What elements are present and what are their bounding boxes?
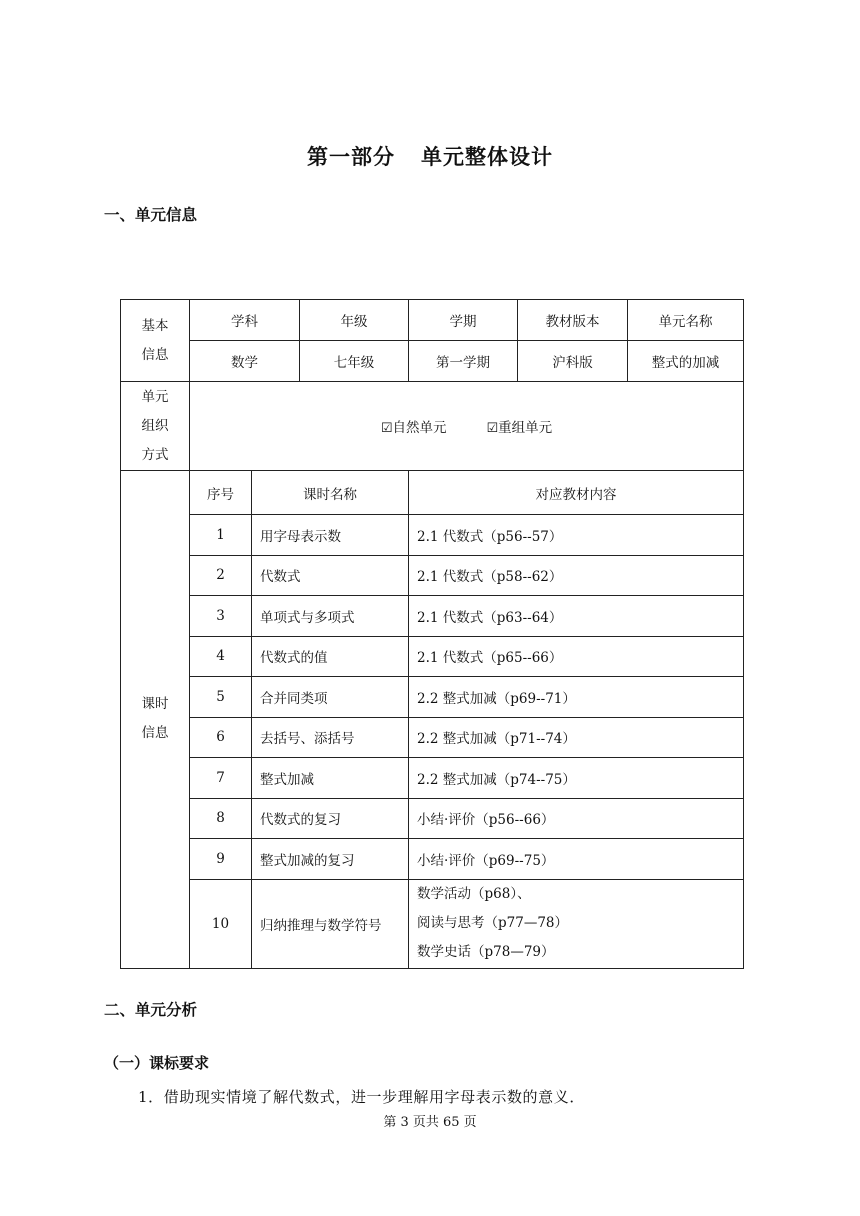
lesson-content-multiline: 数学活动（p68）、 阅读与思考（p77—78） 数学史话（p78—79） — [409, 879, 744, 968]
lesson-header-row — [121, 471, 744, 515]
header-grade: 年级 — [300, 300, 409, 341]
value-semester: 第一学期 — [409, 341, 518, 382]
basic-info-header-row — [121, 300, 744, 341]
title-part: 第一部分 — [307, 145, 395, 169]
lesson-info-label: 课时 信息 — [121, 471, 190, 969]
table-row: 4 代数式的值 2.1 代数式（p65--66） — [121, 636, 744, 677]
page-footer: 第 3 页共 65 页 — [383, 1115, 477, 1130]
unit-organization-options — [190, 382, 744, 471]
table-row: 8 代数式的复习 小结·评价（p56--66） — [121, 798, 744, 839]
basic-info-label: 基本 信息 — [121, 300, 190, 382]
table-row: 2 代数式 2.1 代数式（p58--62） — [121, 555, 744, 596]
page-title — [0, 141, 860, 171]
unit-organization-row — [121, 382, 744, 471]
unit-organization-label: 单元 组织 方式 — [121, 382, 190, 471]
value-subject: 数学 — [190, 341, 300, 382]
table-row: 3 单项式与多项式 2.1 代数式（p63--64） — [121, 596, 744, 637]
checked-box-icon: ☑ — [380, 421, 393, 436]
header-textbook-version: 教材版本 — [518, 300, 628, 341]
value-textbook-version: 沪科版 — [518, 341, 628, 382]
option-natural-unit: ☑自然单元 — [380, 420, 447, 436]
paragraph: 1．借助现实情境了解代数式，进一步理解用字母表示数的意义． — [138, 1088, 585, 1106]
table-row: 7 整式加减 2.2 整式加减（p74--75） — [121, 758, 744, 799]
value-unit-name: 整式的加减 — [628, 341, 744, 382]
checked-box-icon: ☑ — [486, 421, 499, 436]
subsection-heading-standards: （一）课标要求 — [104, 1054, 210, 1072]
table-row: 9 整式加减的复习 小结·评价（p69--75） — [121, 839, 744, 880]
header-subject: 学科 — [190, 300, 300, 341]
header-semester: 学期 — [409, 300, 518, 341]
header-lesson-name: 课时名称 — [252, 471, 409, 515]
option-regrouped-unit: ☑重组单元 — [486, 420, 553, 436]
header-number: 序号 — [190, 471, 252, 515]
header-textbook-content: 对应教材内容 — [409, 471, 744, 515]
section-heading-unit-analysis: 二、单元分析 — [104, 1001, 198, 1019]
header-unit-name: 单元名称 — [628, 300, 744, 341]
table-row: 6 去括号、添括号 2.2 整式加减（p71--74） — [121, 717, 744, 758]
unit-info-table — [120, 299, 744, 969]
basic-info-value-row — [121, 341, 744, 382]
table-row: 10 归纳推理与数学符号 数学活动（p68）、 阅读与思考（p77—78） 数学史话（p78—79） — [121, 879, 744, 968]
table-row: 1 用字母表示数 2.1 代数式（p56--57） — [121, 515, 744, 556]
value-grade: 七年级 — [300, 341, 409, 382]
title-name: 单元整体设计 — [421, 145, 553, 169]
table-row: 5 合并同类项 2.2 整式加减（p69--71） — [121, 677, 744, 718]
section-heading-unit-info: 一、单元信息 — [104, 206, 198, 224]
